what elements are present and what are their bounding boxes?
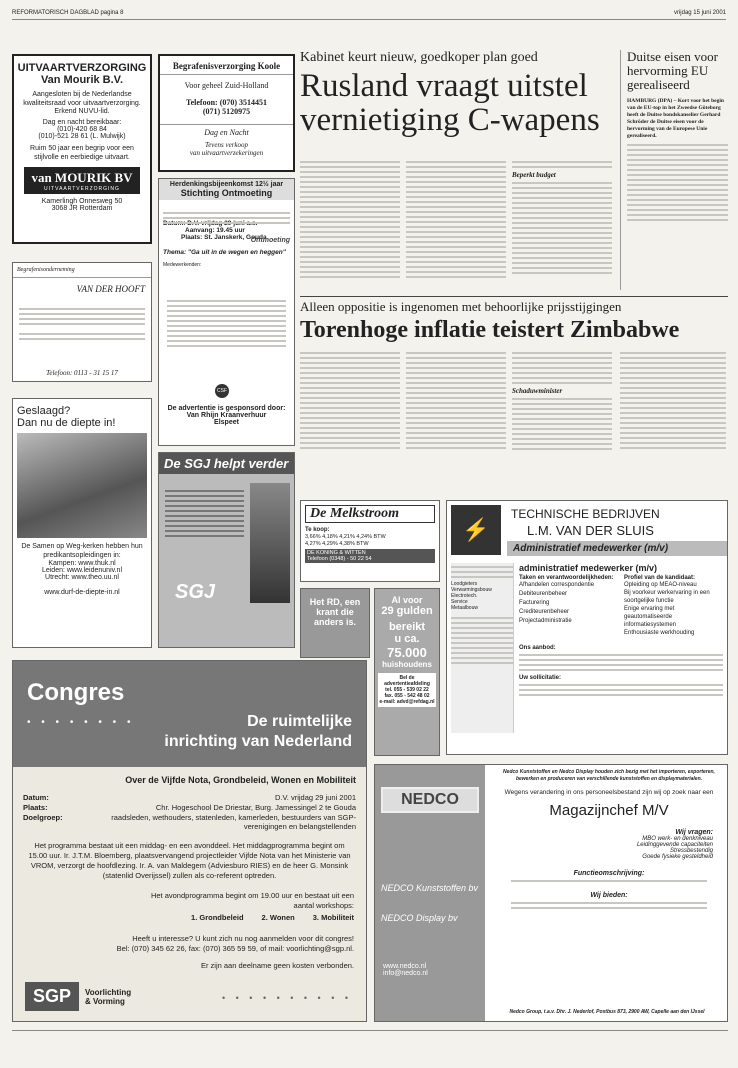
ontmoeting-logo: Ontmoeting (250, 237, 290, 244)
vandersluis-title2: L.M. VAN DER SLUIS (527, 523, 654, 538)
gebonden-l5: 75.000 (387, 645, 427, 660)
congres-place-label: Plaats: (23, 803, 48, 812)
vandersluis-profile-2: Enige ervaring met geautomatiseerde informatiesystemen (624, 606, 677, 628)
congres-ad (12, 660, 367, 1022)
rd-ad-text: Het RD, een krant die anders is. (309, 597, 361, 627)
gebonden-ad (374, 588, 440, 756)
koole-phone2: (071) 5120975 (202, 107, 251, 116)
koole-title: Begrafenisverzorging Koole (160, 61, 293, 75)
ontmoeting-sponsor: Van Rhijn Kraanverhuur (186, 412, 267, 419)
geslaagd-heading1: Geslaagd? (17, 405, 71, 417)
nedco-func-head: Functieomschrijving: (573, 870, 645, 877)
vanmourik-text3: Dag en nacht bereikbaar: (42, 119, 122, 126)
sgp-logo-sub1: Voorlichting (85, 987, 132, 997)
vandersluis-task-0: Afhandelen correspondentie (519, 582, 595, 588)
vandersluis-logo: ⚡ (451, 505, 501, 555)
vanmourik-logo-sub: UITVAARTVERZORGING (44, 186, 120, 192)
congres-ws3: 3. Mobiliteit (312, 913, 354, 922)
nedco-offer-head: Wij bieden: (590, 892, 628, 899)
congres-date-value: D.V. vrijdag 29 juni 2001 (274, 793, 356, 802)
vandersluis-left-item-0: Loodgieters (451, 581, 478, 587)
chem-kicker: Kabinet keurt nieuw, goedkoper plan goed (300, 50, 538, 65)
congres-ws1: 1. Grondbeleid (191, 913, 244, 922)
ontmoeting-ad (158, 178, 295, 446)
vandersluis-col-head: administratief medewerker (m/v) (519, 563, 658, 573)
vanmourik-text5: (010)-521 28 61 (L. Mulwijk) (38, 133, 126, 140)
sgj-logo: SGJ (175, 581, 216, 603)
nedco-ask-2: Stressbestendig (669, 848, 713, 854)
nedco-address: Nedco Group, t.a.v. Dhr. J. Nederlof, Postbus 873, 2900 AW, Capelle aan den IJssel (509, 1009, 705, 1015)
melkstroom-rates: 3,66% 4,18% 4,21% 4,24% BTW (305, 534, 386, 540)
geslaagd-city3[interactable]: Utrecht: www.theo.uu.nl (45, 574, 119, 581)
running-head-left: REFORMATORISCH DAGBLAD pagina 8 (12, 9, 124, 16)
koole-phone: Telefoon: (070) 3514451 (185, 98, 268, 107)
vandersluis-apply-head: Uw sollicitatie: (519, 675, 562, 681)
hooft-phone: Telefoon: 0113 - 31 15 17 (46, 369, 118, 377)
congres-program: Het programma bestaat uit een middag- en een avonddeel. Het middagprogramma begint om 15.00 uur. Ir. J.T.M. Bloemberg, plaatsvervangend projectleider Vijfde Nota van het Ministerie van VROM, verzorgt de hoofdlezing. Ir. A. van Maldegem (Adviesburo RIES) en de heer G. Monsink (statenlid Overijssel) zullen als co-referent optreden. (28, 841, 351, 880)
geslaagd-city1[interactable]: Kampen: www.thuk.nl (48, 560, 116, 567)
koole-region: Voor geheel Zuid-Holland (184, 81, 269, 90)
geslaagd-text: De Samen op Weg-kerken hebben hun predikantsopleidingen in: (21, 543, 143, 559)
gebonden-l7: Bel de advertentieafdeling (384, 675, 430, 687)
melkstroom-ad (300, 500, 440, 582)
koole-slogan2: van uitvaartverzekeringen (189, 149, 264, 157)
vandersluis-profile-0: Opleiding op MEAO-niveau (624, 582, 697, 588)
ontmoeting-theme: Thema: "Ga uit in de wegen en heggen" (163, 249, 286, 256)
sgj-photo (250, 483, 290, 603)
hooft-heading: Begrafenisonderneming (13, 263, 151, 278)
ontmoeting-sponsor-intro: De advertentie is gesponsord door: (167, 405, 286, 412)
congres-dots-bottom: • • • • • • • • • • (221, 993, 352, 1003)
congres-date-label: Datum: (23, 793, 49, 802)
gebonden-l3: bereikt (388, 621, 426, 633)
eu-article (620, 50, 728, 290)
ontmoeting-csf: CSF (215, 384, 229, 398)
koole-daynight: Dag en Nacht (160, 124, 293, 137)
geslaagd-heading2: Dan nu de diepte in! (17, 417, 116, 429)
chem-article (300, 50, 612, 290)
rd-ad (300, 588, 370, 658)
ontmoeting-time: Aanvang: 19.45 uur (185, 227, 245, 234)
running-head (12, 6, 726, 20)
geslaagd-city2[interactable]: Leiden: www.leidenuniv.nl (41, 567, 123, 574)
zimbabwe-subhead: Schaduwminister (512, 387, 563, 395)
sgj-ad (158, 452, 295, 648)
chem-headline: Rusland vraagt uitstel vernietiging C-wapens (300, 68, 600, 138)
nedco-ad (374, 764, 728, 1022)
congres-cost: Er zijn aan deelname geen kosten verbonden. (200, 961, 354, 970)
melkstroom-contact-phone: Telefoon (0348) - 50 22 54 (307, 556, 372, 562)
ontmoeting-subtitle: Stichting Ontmoeting (180, 188, 273, 198)
vanmourik-text4: (010)-420 68 84 (57, 126, 107, 133)
hooft-ad (12, 262, 152, 382)
nedco-seek: Wegens verandering in ons personeelsbestand zijn wij op zoek naar een (504, 789, 714, 796)
nedco-ask-1: Leidinggevende capaciteiten (636, 842, 713, 848)
vandersluis-task-4: Projectadministratie (519, 618, 572, 624)
nedco-company1: NEDCO Kunststoffen bv (381, 883, 479, 893)
nedco-web2[interactable]: info@nedco.nl (383, 970, 428, 977)
vandersluis-tasks-head: Taken en verantwoordelijkheden: (519, 575, 614, 581)
hooft-name: VAN DER HOOFT (76, 284, 145, 294)
congres-ws2: 2. Wonen (261, 913, 295, 922)
congres-theme: Over de Vijfde Nota, Grondbeleid, Wonen en Mobiliteit (125, 775, 356, 785)
vandersluis-profile-1: Bij voorkeur werkervaring in een soortgelijke functie (624, 590, 710, 604)
vandersluis-left-item-1: Verwarmingsbouw (451, 587, 492, 593)
congres-place-value: Chr. Hogeschool De Driestar, Burg. Jamessingel 2 te Gouda (155, 803, 356, 812)
vanmourik-logo (24, 167, 140, 194)
nedco-intro: Nedco Kunststoffen en Nedco Display houden zich bezig met het importeren, exporteren, bewerken en produceren van verschillende kunststoffen en displaymaterialen. (503, 769, 715, 782)
sgj-title: De SGJ helpt verder (159, 453, 294, 474)
melkstroom-contact: DE KONING & WITTEN (307, 550, 366, 556)
nedco-logo: NEDCO (381, 787, 479, 813)
ontmoeting-place: Plaats: St. Janskerk, Gouda (181, 234, 267, 241)
congres-target-label: Doelgroep: (23, 813, 63, 822)
vanmourik-logo-text: van MOURIK BV (31, 170, 133, 185)
gebonden-l6: huishoudens (382, 660, 432, 669)
vanmourik-address2: 3068 JR Rotterdam (51, 205, 113, 212)
eu-lead: HAMBURG (DPA) – Kort voor het begin van de EU-top in het Zweedse Göteborg heeft de Duitse bondskanselier Gerhard Schröder de Duitse eisen voor de hervorming van de Europese Unie gerealiseerd. (627, 98, 724, 139)
congres-title: Congres (27, 679, 125, 706)
geslaagd-photo (17, 433, 147, 538)
vandersluis-profile-head: Profiel van de kandidaat: (624, 575, 696, 581)
congres-subtitle1: De ruimtelijke (247, 713, 352, 730)
nedco-web1[interactable]: www.nedco.nl (383, 963, 427, 970)
vanmourik-title1: UITVAARTVERZORGING (17, 62, 147, 74)
page-footer-rule (12, 1030, 728, 1031)
vandersluis-left-item-4: Metaalbouw (451, 605, 478, 611)
vandersluis-ad (446, 500, 728, 755)
melkstroom-rate-label: Te koop: (305, 527, 330, 533)
nedco-company2: NEDCO Display bv (381, 913, 458, 923)
sgp-logo: SGP (25, 982, 79, 1011)
melkstroom-title: De Melkstroom (305, 505, 435, 523)
zimbabwe-kicker: Alleen oppositie is ingenomen met behoorlijke prijsstijgingen (300, 299, 622, 314)
sgp-logo-sub2: & Vorming (85, 996, 125, 1006)
vanmourik-text2: Erkend NUVU-lid. (54, 108, 110, 115)
nedco-ask-head: Wij vragen: (675, 829, 713, 836)
gebonden-l10: e-mail: advd@refdag.nl (379, 699, 435, 705)
vandersluis-left-item-3: Service (451, 599, 468, 605)
vanmourik-text1: Aangesloten bij de Nederlandse kwaliteitsraad voor uitvaartverzorging. (23, 91, 141, 107)
nedco-ask-0: MBO werk- en denkniveau (642, 836, 713, 842)
ontmoeting-sponsor-city: Elspeet (214, 419, 239, 426)
vanmourik-ad (12, 54, 152, 244)
vandersluis-task-2: Facturering (519, 600, 550, 606)
congres-contact[interactable]: Bel: (070) 345 62 26, fax: (070) 365 59 59, of mail: voorlichting@sgp.nl. (116, 944, 354, 953)
vandersluis-profile-3: Enthousiaste werkhouding (624, 630, 695, 636)
melkstroom-rates2: 4,27% 4,29% 4,38% BTW (305, 541, 369, 547)
congres-subtitle2: inrichting van Nederland (164, 733, 352, 750)
vandersluis-offer-head: Ons aanbod: (519, 645, 556, 651)
ontmoeting-title: Herdenkingsbijeenkomst 12½ jaar (169, 181, 284, 188)
ontmoeting-participants-label: Medewerkenden: (163, 262, 202, 268)
nedco-ask-3: Goede fysieke gesteldheid (642, 854, 713, 860)
gebonden-l8: tel. 055 - 539 02 22 (385, 687, 429, 693)
vandersluis-title1: TECHNISCHE BEDRIJVEN (511, 507, 660, 521)
zimbabwe-article (300, 296, 728, 492)
vandersluis-task-3: Crediteurenbeheer (519, 609, 570, 615)
zimbabwe-headline: Torenhoge inflatie teistert Zimbabwe (300, 317, 680, 343)
congres-evening: Het avondprogramma begint om 19.00 uur en bestaat uit een aantal workshops: (150, 891, 354, 910)
gebonden-l2: 29 gulden (381, 605, 433, 617)
koole-slogan1: Tevens verkoop (204, 141, 249, 149)
geslaagd-url[interactable]: www.durf-de-diepte-in.nl (44, 589, 120, 596)
chem-subhead1: Beperkt budget (512, 171, 556, 179)
vandersluis-task-1: Debiteurenbeheer (519, 591, 568, 597)
gebonden-l1: Al voor (391, 595, 423, 605)
congres-interest: Heeft u interesse? U kunt zich nu nog aanmelden voor dit congres! (132, 934, 354, 943)
gebonden-l4: u ca. (394, 633, 420, 645)
vanmourik-title2: Van Mourik B.V. (40, 74, 124, 86)
gebonden-l9: fax. 055 - 542 48 02 (384, 693, 430, 699)
koole-ad (158, 54, 295, 172)
eu-headline: Duitse eisen voor hervorming EU gerealiseerd (627, 50, 718, 92)
congres-target-value: raadsleden, wethouders, statenleden, kamerleden, bestuurders van SGP-verenigingen en belangstellenden (111, 813, 356, 831)
geslaagd-ad (12, 398, 152, 648)
running-head-right: vrijdag 15 juni 2001 (673, 9, 726, 16)
vandersluis-left-item-2: Electrotech. (451, 593, 478, 599)
vanmourik-address1: Kamerlingh Onnesweg 50 (41, 198, 123, 205)
vandersluis-role: Administratief medewerker (m/v) (507, 541, 727, 556)
congres-dots: • • • • • • • • (27, 717, 135, 728)
vanmourik-text6: Ruim 50 jaar een begrip voor een stijlvolle en eerbiedige uitvaart. (30, 145, 134, 161)
nedco-job: Magazijnchef M/V (549, 802, 669, 819)
